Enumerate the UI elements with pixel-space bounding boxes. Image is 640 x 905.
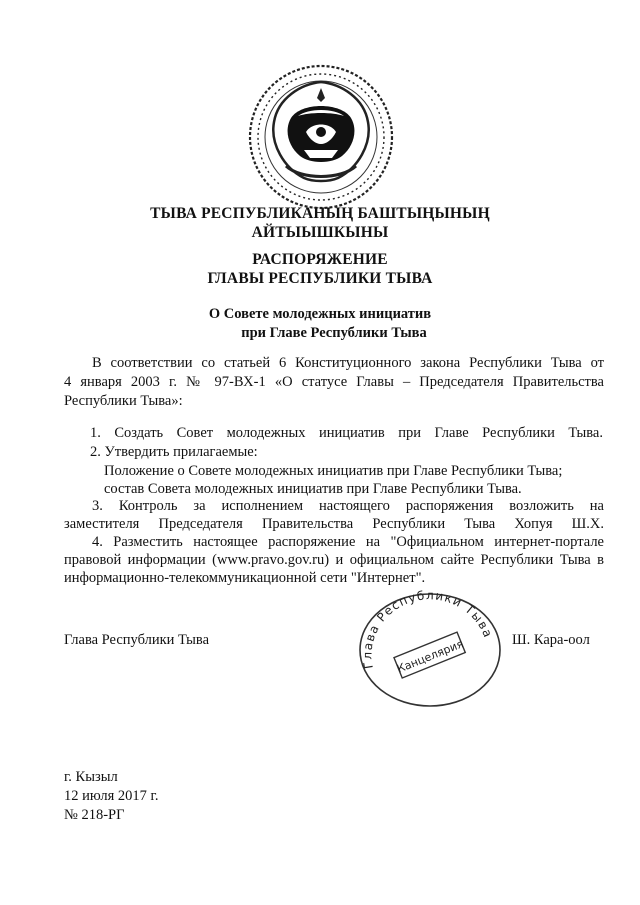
order-item-1: 1. Создать Совет молодежных инициатив при Главе Республики Тыва. (90, 425, 603, 441)
document-type (0, 250, 640, 288)
footer-number: № 218-РГ (64, 807, 125, 823)
order-item-3: 3. Контроль за исполнением настоящего распоряжения возложить на (92, 498, 604, 514)
order-item-3-cont: заместителя Председателя Правительства Республики Тыва Хопуя Ш.Х. (64, 516, 604, 532)
tuva-emblem-icon (246, 62, 396, 212)
subject-line: при Главе Республики Тыва (241, 325, 427, 341)
office-stamp-icon (355, 588, 505, 708)
document-subject (0, 305, 640, 343)
issuer-title-line: ТЫВА РЕСПУБЛИКАНЫҢ БАШТЫҢЫНЫҢ (150, 205, 490, 222)
issuer-title (0, 204, 640, 242)
preamble-line: В соответствии со статьей 6 Конституционного закона Республики Тыва от (92, 355, 604, 371)
order-item-4-cont: информационно-телекоммуникационной сети "Интернет". (64, 570, 426, 586)
stamp-center-text: Канцелярия (395, 637, 466, 676)
preamble-line: 4 января 2003 г. № 97-ВХ-1 «О статусе Главы – Председателя Правительства (64, 374, 604, 390)
signer-name: Ш. Кара-оол (512, 632, 590, 648)
document-type-line: ГЛАВЫ РЕСПУБЛИКИ ТЫВА (207, 270, 433, 287)
order-item-2: 2. Утвердить прилагаемые: (90, 444, 258, 460)
stamp-ring-text: Глава Республики Тыва (360, 588, 496, 670)
order-item-4-cont: правовой информации (www.pravo.gov.ru) и официальном сайте Республики Тыва в (64, 552, 604, 568)
preamble-line: Республики Тыва»: (64, 393, 183, 409)
preamble-paragraph (64, 354, 604, 411)
order-item-2-sub: состав Совета молодежных инициатив при Главе Республики Тыва. (104, 481, 522, 497)
issuer-title-line: АЙТЫЫШКЫНЫ (251, 224, 389, 241)
signer-position: Глава Республики Тыва (64, 632, 210, 648)
document-type-line: РАСПОРЯЖЕНИЕ (252, 251, 388, 268)
footer-city: г. Кызыл (64, 769, 118, 785)
subject-line: О Совете молодежных инициатив (208, 306, 432, 322)
order-item-4: 4. Разместить настоящее распоряжение на "Официальном интернет-портале (92, 534, 604, 550)
order-item-2-sub: Положение о Совете молодежных инициатив при Главе Республики Тыва; (104, 463, 563, 479)
footer-date: 12 июля 2017 г. (64, 788, 159, 804)
